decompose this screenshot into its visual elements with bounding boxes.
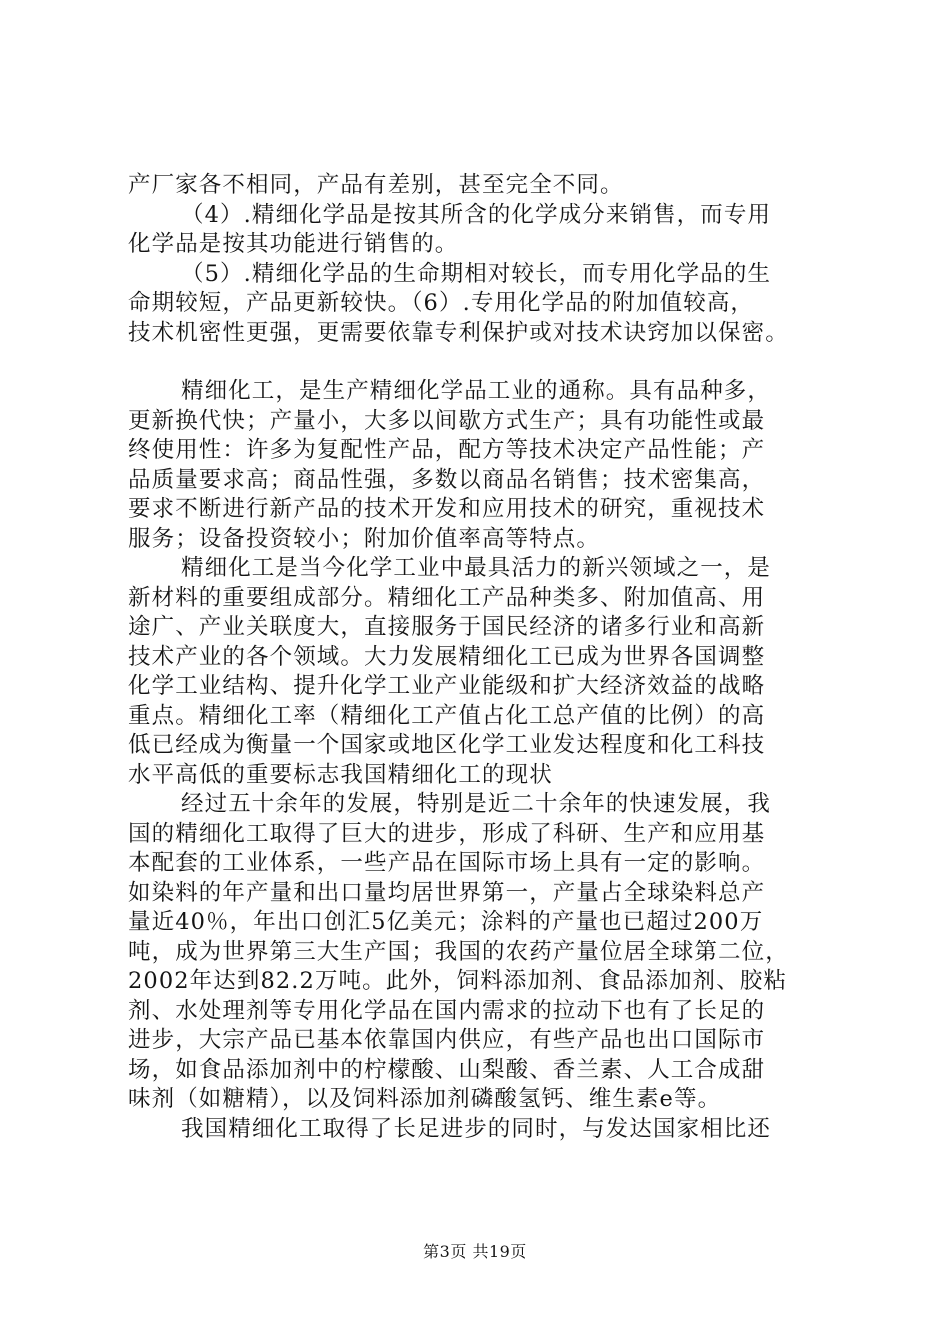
- text-line: 如染料的年产量和出口量均居世界第一，产量占全球染料总产: [128, 879, 766, 906]
- text-line: 终使用性：许多为复配性产品，配方等技术决定产品性能；产: [128, 437, 766, 463]
- text-line: 命期较短，产品更新较快。（6）.专用化学品的附加值较高，: [128, 290, 755, 316]
- text-line: 水平高低的重要标志我国精细化工的现状: [128, 761, 553, 788]
- text-line: 低已经成为衡量一个国家或地区化学工业发达程度和化工科技: [128, 732, 766, 758]
- text-line: 我国精细化工取得了长足进步的同时，与发达国家相比还: [181, 1115, 772, 1142]
- text-line: 剂、水处理剂等专用化学品在国内需求的拉动下也有了长足的: [128, 997, 766, 1024]
- text-line: 品质量要求高；商品性强，多数以商品名销售；技术密集高，: [128, 466, 766, 493]
- text-line: 味剂（如糖精），以及饲料添加剂磷酸氢钙、维生素e等。: [128, 1086, 722, 1112]
- text-line: 国的精细化工取得了巨大的进步，形成了科研、生产和应用基: [128, 820, 766, 847]
- text-line: （5）.精细化学品的生命期相对较长，而专用化学品的生: [181, 260, 772, 287]
- text-line: 服务；设备投资较小；附加价值率高等特点。: [128, 525, 601, 552]
- page-footer: [0, 1241, 950, 1263]
- page-number: 第3页 共19页: [423, 1242, 527, 1261]
- text-line: 精细化工，是生产精细化学品工业的通称。具有品种多，: [181, 378, 772, 404]
- text-line: 量近40％，年出口创汇5亿美元；涂料的产量也已超过200万: [128, 909, 764, 935]
- paragraph-gap: [128, 348, 840, 377]
- text-line: 技术机密性更强，更需要依靠专利保护或对技术诀窍加以保密。: [128, 319, 789, 346]
- text-line: 进步，大宗产品已基本依靠国内供应，有些产品也出口国际市: [128, 1027, 766, 1053]
- text-line: 吨，成为世界第三大生产国；我国的农药产量位居全球第二位，: [128, 938, 789, 965]
- body-text: [128, 171, 840, 1144]
- text-line: 途广、产业关联度大，直接服务于国民经济的诸多行业和高新: [128, 614, 766, 640]
- text-line: 化学工业结构、提升化学工业产业能级和扩大经济效益的战略: [128, 673, 766, 699]
- text-line: 化学品是按其功能进行销售的。: [128, 231, 459, 257]
- text-line: 技术产业的各个领域。大力发展精细化工已成为世界各国调整: [128, 643, 766, 670]
- text-line: 2002年达到82.2万吨。此外，饲料添加剂、食品添加剂、胶粘: [128, 968, 787, 994]
- text-line: 精细化工是当今化学工业中最具活力的新兴领域之一，是: [181, 555, 772, 581]
- text-line: 经过五十余年的发展，特别是近二十余年的快速发展，我: [181, 791, 772, 817]
- text-line: 本配套的工业体系，一些产品在国际市场上具有一定的影响。: [128, 850, 766, 876]
- text-line: 重点。精细化工率（精细化工产值占化工总产值的比例）的高: [128, 702, 766, 729]
- text-line: 更新换代快；产量小，大多以间歇方式生产；具有功能性或最: [128, 407, 766, 434]
- text-line: （4）.精细化学品是按其所含的化学成分来销售，而专用: [181, 201, 772, 228]
- text-line: 产厂家各不相同，产品有差别，甚至完全不同。: [128, 172, 624, 198]
- text-line: 场，如食品添加剂中的柠檬酸、山梨酸、香兰素、人工合成甜: [128, 1056, 766, 1083]
- text-line: 新材料的重要组成部分。精细化工产品种类多、附加值高、用: [128, 584, 766, 611]
- text-line: 要求不断进行新产品的技术开发和应用技术的研究，重视技术: [128, 496, 766, 522]
